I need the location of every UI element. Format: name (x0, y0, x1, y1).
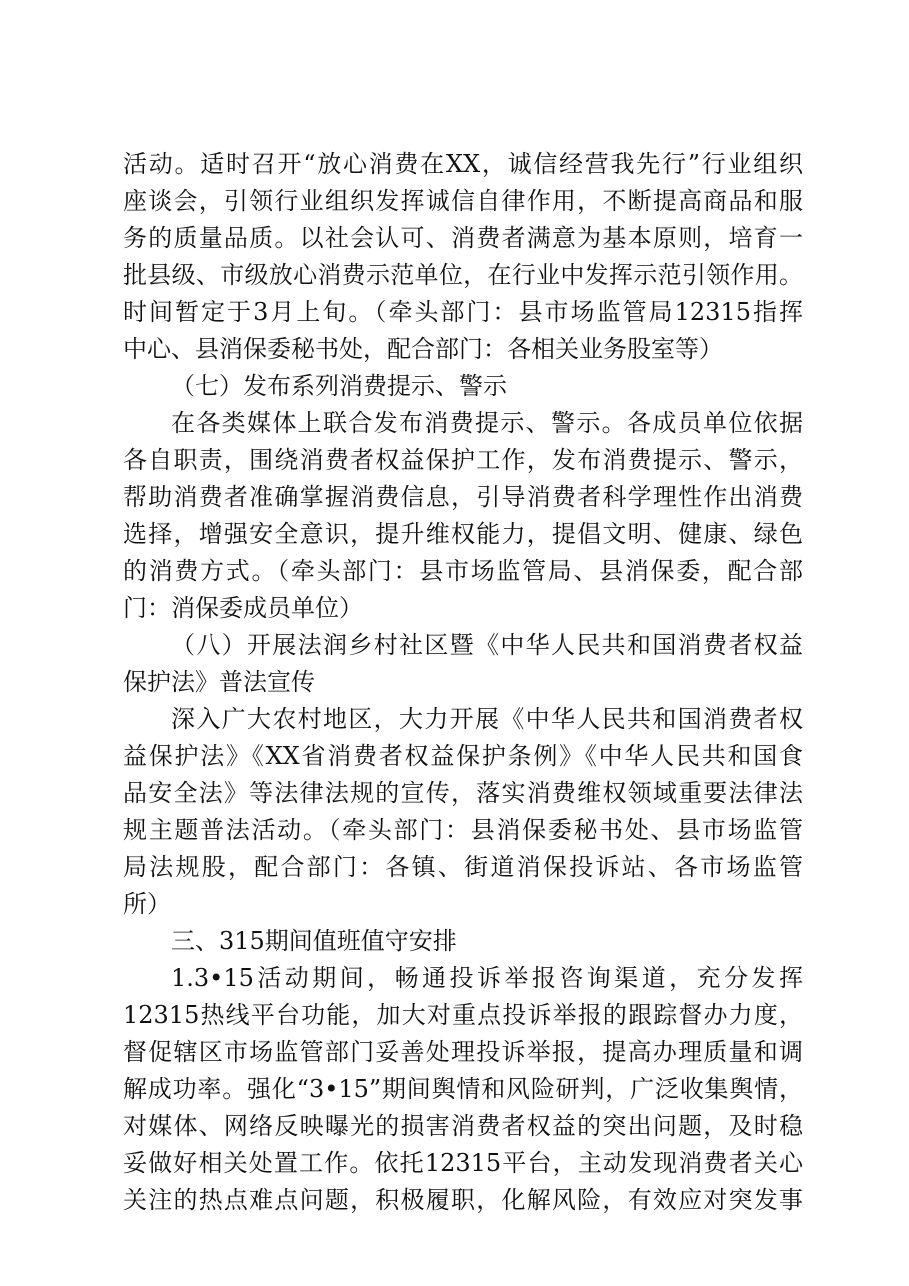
text-line: 妥做好相关处置工作。依托12315平台，主动发现消费者关心 (123, 1149, 803, 1177)
text-line: 门：消保委成员单位） (123, 594, 363, 622)
section-heading: 三、315期间值班值守安排 (171, 927, 457, 955)
text-line: 对媒体、网络反映曝光的损害消费者权益的突出问题，及时稳 (123, 1112, 803, 1140)
text-line: 1.3•15活动期间，畅通投诉举报咨询渠道，充分发挥 (171, 964, 803, 992)
text-line: 在各类媒体上联合发布消费提示、警示。各成员单位依据 (171, 409, 803, 437)
text-line: 深入广大农村地区，大力开展《中华人民共和国消费者权 (171, 705, 803, 733)
text-line: 各自职责，围绕消费者权益保护工作，发布消费提示、警示， (123, 446, 803, 474)
section-heading: （七）发布系列消费提示、警示 (171, 372, 507, 400)
text-line: 规主题普法活动。（牵头部门：县消保委秘书处、县市场监管 (123, 816, 803, 844)
text-line: 益保护法》《XX省消费者权益保护条例》《中华人民共和国食 (123, 742, 803, 770)
text-line: 督促辖区市场监管部门妥善处理投诉举报，提高办理质量和调 (123, 1038, 803, 1066)
text-line: 活动。适时召开“放心消费在XX，诚信经营我先行”行业组织 (123, 150, 803, 178)
text-line: 所） (123, 890, 171, 918)
text-line: 座谈会，引领行业组织发挥诚信自律作用，不断提高商品和服 (123, 187, 803, 215)
text-line: 解成功率。强化“3•15”期间舆情和风险研判，广泛收集舆情， (123, 1075, 803, 1103)
text-line: 时间暂定于3月上旬。（牵头部门：县市场监管局12315指挥 (123, 298, 803, 326)
text-line: 12315热线平台功能，加大对重点投诉举报的跟踪督办力度， (123, 1001, 803, 1029)
text-line: 中心、县消保委秘书处，配合部门：各相关业务股室等） (123, 335, 723, 363)
text-line: 帮助消费者准确掌握消费信息，引导消费者科学理性作出消费 (123, 483, 803, 511)
section-heading: 保护法》普法宣传 (123, 668, 315, 696)
text-line: 批县级、市级放心消费示范单位，在行业中发挥示范引领作用。 (123, 261, 803, 289)
text-line: 的消费方式。（牵头部门：县市场监管局、县消保委，配合部 (123, 557, 803, 585)
section-heading: （八）开展法润乡村社区暨《中华人民共和国消费者权益 (171, 631, 803, 659)
text-line: 局法规股，配合部门：各镇、街道消保投诉站、各市场监管 (123, 853, 803, 881)
text-line: 务的质量品质。以社会认可、消费者满意为基本原则，培育一 (123, 224, 803, 252)
text-line: 关注的热点难点问题，积极履职，化解风险，有效应对突发事 (123, 1186, 803, 1214)
text-line: 品安全法》等法律法规的宣传，落实消费维权领域重要法律法 (123, 779, 803, 807)
text-line: 选择，增强安全意识，提升维权能力，提倡文明、健康、绿色 (123, 520, 803, 548)
